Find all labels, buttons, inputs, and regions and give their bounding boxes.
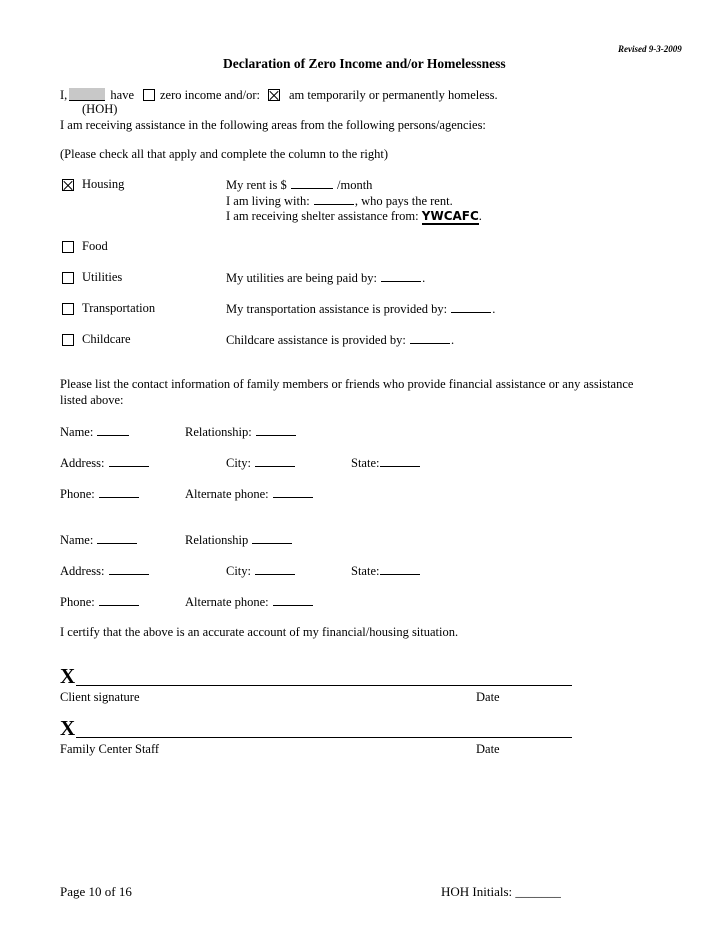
homeless-checkbox[interactable] (268, 89, 280, 101)
contact1-city-field[interactable] (255, 455, 295, 467)
transportation-text: My transportation assistance is provided by: (226, 302, 448, 316)
utilities-text: My utilities are being paid by: (226, 271, 378, 285)
utilities-checkbox[interactable] (62, 272, 74, 284)
contact1-phone-row (60, 486, 140, 502)
contact2-state-row (351, 563, 421, 579)
intro-have: have (110, 88, 135, 102)
contact1-city-label: City: (226, 456, 252, 470)
intro-i-label: I, (60, 88, 68, 102)
contact2-relationship-row (185, 532, 293, 548)
staff-signature-x: X (60, 716, 76, 740)
contact1-altphone-label: Alternate phone: (185, 487, 269, 501)
contact1-address-label: Address: (60, 456, 105, 470)
client-signature-x: X (60, 664, 76, 688)
housing-label: Housing (82, 177, 125, 191)
rent-prefix: My rent is $ (226, 178, 287, 192)
staff-date-label: Date (476, 742, 500, 756)
contact2-relationship-field[interactable] (252, 532, 292, 544)
contact1-address-row (60, 455, 150, 471)
transportation-suffix: . (492, 302, 496, 316)
utilities-suffix: . (422, 271, 426, 285)
contacts-intro-line2: listed above: (60, 393, 124, 407)
housing-checkbox[interactable] (62, 179, 74, 191)
transportation-checkbox[interactable] (62, 303, 74, 315)
childcare-suffix: . (450, 333, 455, 347)
zero-income-label: zero income and/or: (160, 88, 260, 102)
contact1-state-field[interactable] (380, 455, 420, 467)
shelter-line (226, 209, 482, 224)
contact2-phone-field[interactable] (99, 594, 139, 606)
intro-line (60, 88, 134, 103)
revised-date: Revised 9-3-2009 (618, 44, 682, 54)
utilities-label: Utilities (82, 270, 123, 284)
contact1-address-field[interactable] (109, 455, 149, 467)
contact1-relationship-label: Relationship: (185, 425, 252, 439)
contact2-name-field[interactable] (97, 532, 137, 544)
receiving-line: I am receiving assistance in the following areas from the following persons/agencies: (60, 118, 486, 132)
contact2-phone-label: Phone: (60, 595, 95, 609)
food-label: Food (82, 239, 108, 253)
contact2-city-label: City: (226, 564, 252, 578)
contact2-state-field[interactable] (380, 563, 420, 575)
contact1-phone-label: Phone: (60, 487, 95, 501)
contact1-phone-field[interactable] (99, 486, 139, 498)
contact2-city-field[interactable] (255, 563, 295, 575)
contact1-name-row (60, 424, 130, 440)
living-suffix: , who pays the rent. (354, 194, 453, 208)
contacts-intro-line1: Please list the contact information of family members or friends who provide financial assistance or any assistance (60, 377, 634, 391)
hoh-caption: (HOH) (82, 102, 118, 116)
certify-statement: I certify that the above is an accurate account of my financial/housing situation. (60, 625, 459, 639)
contact2-name-row (60, 532, 138, 548)
shelter-provider-field[interactable]: YWCAFC (421, 209, 479, 223)
childcare-checkbox[interactable] (62, 334, 74, 346)
zero-income-checkbox[interactable] (143, 89, 155, 101)
contact2-state-label: State: (351, 564, 380, 578)
contact1-state-row (351, 455, 421, 471)
client-signature-label: Client signature (60, 690, 140, 704)
childcare-line (226, 332, 454, 348)
living-prefix: I am living with: (226, 194, 310, 208)
shelter-suffix: . (478, 209, 482, 223)
contact2-relationship-label: Relationship (185, 533, 249, 547)
living-with-field[interactable] (314, 193, 354, 205)
client-signature-line[interactable] (76, 685, 572, 686)
contact1-altphone-row (185, 486, 314, 502)
contact2-city-row (226, 563, 296, 579)
contact1-altphone-field[interactable] (273, 486, 313, 498)
client-date-label: Date (476, 690, 500, 704)
contact2-altphone-field[interactable] (273, 594, 313, 606)
contact1-name-field[interactable] (97, 424, 129, 436)
instructions: (Please check all that apply and complete the column to the right) (60, 147, 389, 161)
contact1-name-label: Name: (60, 425, 94, 439)
contact1-city-row (226, 455, 296, 471)
contact2-address-row (60, 563, 150, 579)
transportation-line (226, 301, 495, 317)
staff-signature-label: Family Center Staff (60, 742, 160, 756)
hoh-name-field[interactable] (69, 88, 105, 101)
page-number: Page 10 of 16 (60, 884, 132, 899)
contact2-altphone-row (185, 594, 314, 610)
utilities-field[interactable] (381, 270, 421, 282)
page-title: Declaration of Zero Income and/or Homelessness (223, 56, 506, 71)
contact2-address-label: Address: (60, 564, 105, 578)
homeless-label: am temporarily or permanently homeless. (289, 88, 498, 102)
contact2-address-field[interactable] (109, 563, 149, 575)
food-checkbox[interactable] (62, 241, 74, 253)
contact1-state-label: State: (351, 456, 380, 470)
childcare-field[interactable] (410, 332, 450, 344)
rent-suffix: /month (337, 178, 373, 192)
transportation-field[interactable] (451, 301, 491, 313)
contact1-relationship-row (185, 424, 297, 440)
transportation-label: Transportation (82, 301, 156, 315)
rent-line (226, 177, 372, 193)
shelter-prefix: I am receiving shelter assistance from: (226, 209, 419, 223)
hoh-initials: HOH Initials: _______ (441, 884, 561, 899)
childcare-label: Childcare (82, 332, 131, 346)
contact2-name-label: Name: (60, 533, 94, 547)
rent-amount-field[interactable] (291, 177, 333, 189)
living-line (226, 193, 453, 209)
contact2-altphone-label: Alternate phone: (185, 595, 269, 609)
contact1-relationship-field[interactable] (256, 424, 296, 436)
childcare-text: Childcare assistance is provided by: (226, 333, 406, 347)
utilities-line (226, 270, 425, 286)
contact2-phone-row (60, 594, 140, 610)
staff-signature-line[interactable] (76, 737, 572, 738)
